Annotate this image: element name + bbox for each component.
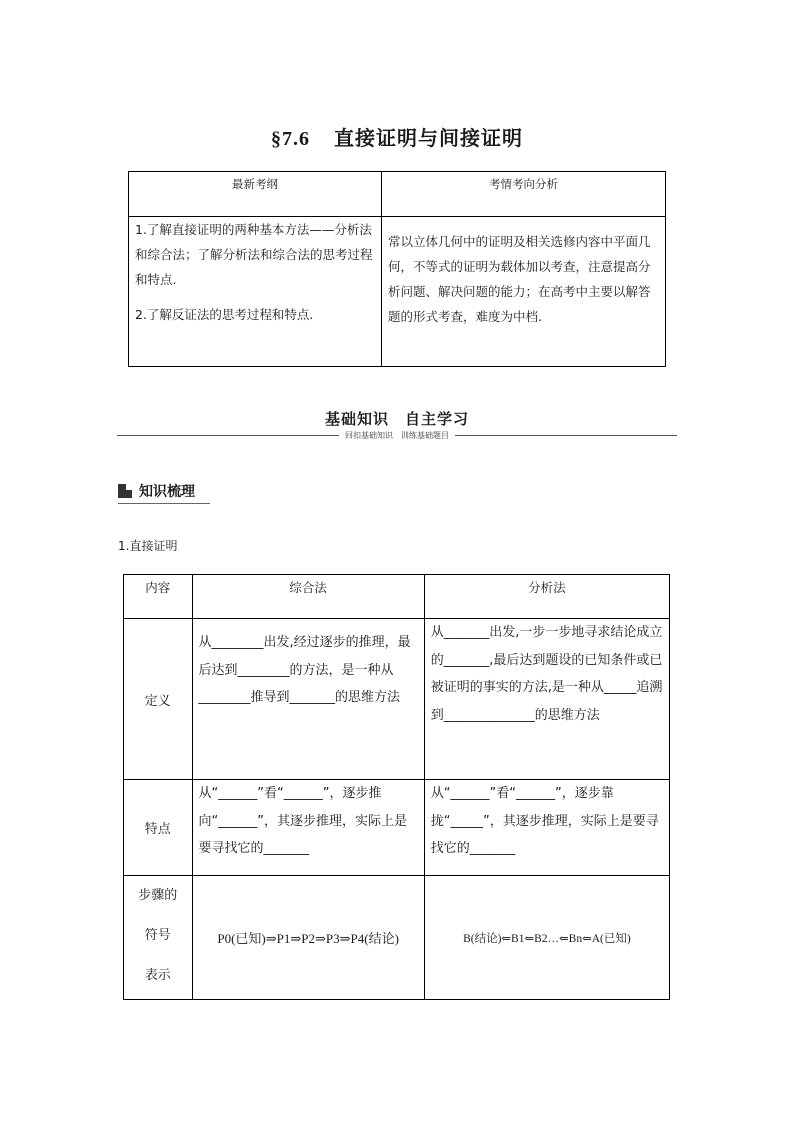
method-table bbox=[123, 574, 670, 1000]
row-label-symbol-line2: 符号 bbox=[144, 928, 171, 943]
outline-item-1: 1.了解直接证明的两种基本方法——分析法和综合法；了解分析法和综合法的思考过程和特点. bbox=[135, 222, 373, 287]
outline-header-right: 考情考向分析 bbox=[382, 172, 666, 217]
symbol-analytic: B(结论)⇐B1⇐B2…⇐Bn⇐A(已知) bbox=[424, 876, 669, 1000]
outline-item-2: 2.了解反证法的思考过程和特点. bbox=[135, 307, 314, 322]
feature-synthetic: 从“______”看“______”，逐步推向“______”，其逐步推理，实际上是要寻找它的_______ bbox=[192, 780, 424, 876]
method-header-content: 内容 bbox=[124, 575, 193, 619]
outline-right-cell bbox=[382, 217, 666, 367]
row-label-feature: 特点 bbox=[124, 780, 193, 876]
outline-analysis-text: 常以立体几何中的证明及相关选修内容中平面几何，不等式的证明为载体加以考查，注意提高分析问题、解决问题的能力；在高考中主要以解答题的形式考查，难度为中档. bbox=[388, 234, 651, 324]
band-subtitle-wrap bbox=[0, 430, 794, 441]
section-badge-underline bbox=[118, 503, 210, 504]
outline-header-left: 最新考纲 bbox=[129, 172, 382, 217]
row-label-symbol-line3: 表示 bbox=[144, 968, 171, 983]
band-title: 基础知识 自主学习 bbox=[324, 410, 469, 428]
title-text: 直接证明与间接证明 bbox=[334, 126, 523, 150]
section-badge: 知识梳理 bbox=[139, 484, 195, 500]
definition-synthetic: 从________出发,经过逐步的推理，最后达到________的方法，是一种从________推导到_______的思维方法 bbox=[192, 619, 424, 780]
subheading: 1.直接证明 bbox=[118, 539, 178, 553]
row-label-symbol-line1: 步骤的 bbox=[138, 888, 178, 903]
row-label-definition: 定义 bbox=[124, 619, 193, 780]
definition-analytic: 从_______出发,一步一步地寻求结论成立的_______,最后达到题设的已知条件或已被证明的事实的方法,是一种从_____追溯到______________的思维方法 bbox=[424, 619, 669, 780]
outline-left-cell bbox=[129, 217, 382, 367]
symbol-synthetic: P0(已知)⇒P1⇒P2⇒P3⇒P4(结论) bbox=[192, 876, 424, 1000]
section-number: §7.6 bbox=[271, 128, 310, 150]
outline-table bbox=[128, 171, 666, 367]
page-title bbox=[0, 122, 794, 151]
row-label-symbol bbox=[124, 876, 193, 1000]
feature-analytic: 从“______”看“______”，逐步靠拢“_____”，其逐步推理，实际上是要寻找它的_______ bbox=[424, 780, 669, 876]
method-header-synthetic: 综合法 bbox=[192, 575, 424, 619]
method-header-analytic: 分析法 bbox=[424, 575, 669, 619]
band-subtitle: 回扣基础知识 训练基础题目 bbox=[339, 431, 455, 440]
badge-square-notch bbox=[126, 484, 132, 490]
